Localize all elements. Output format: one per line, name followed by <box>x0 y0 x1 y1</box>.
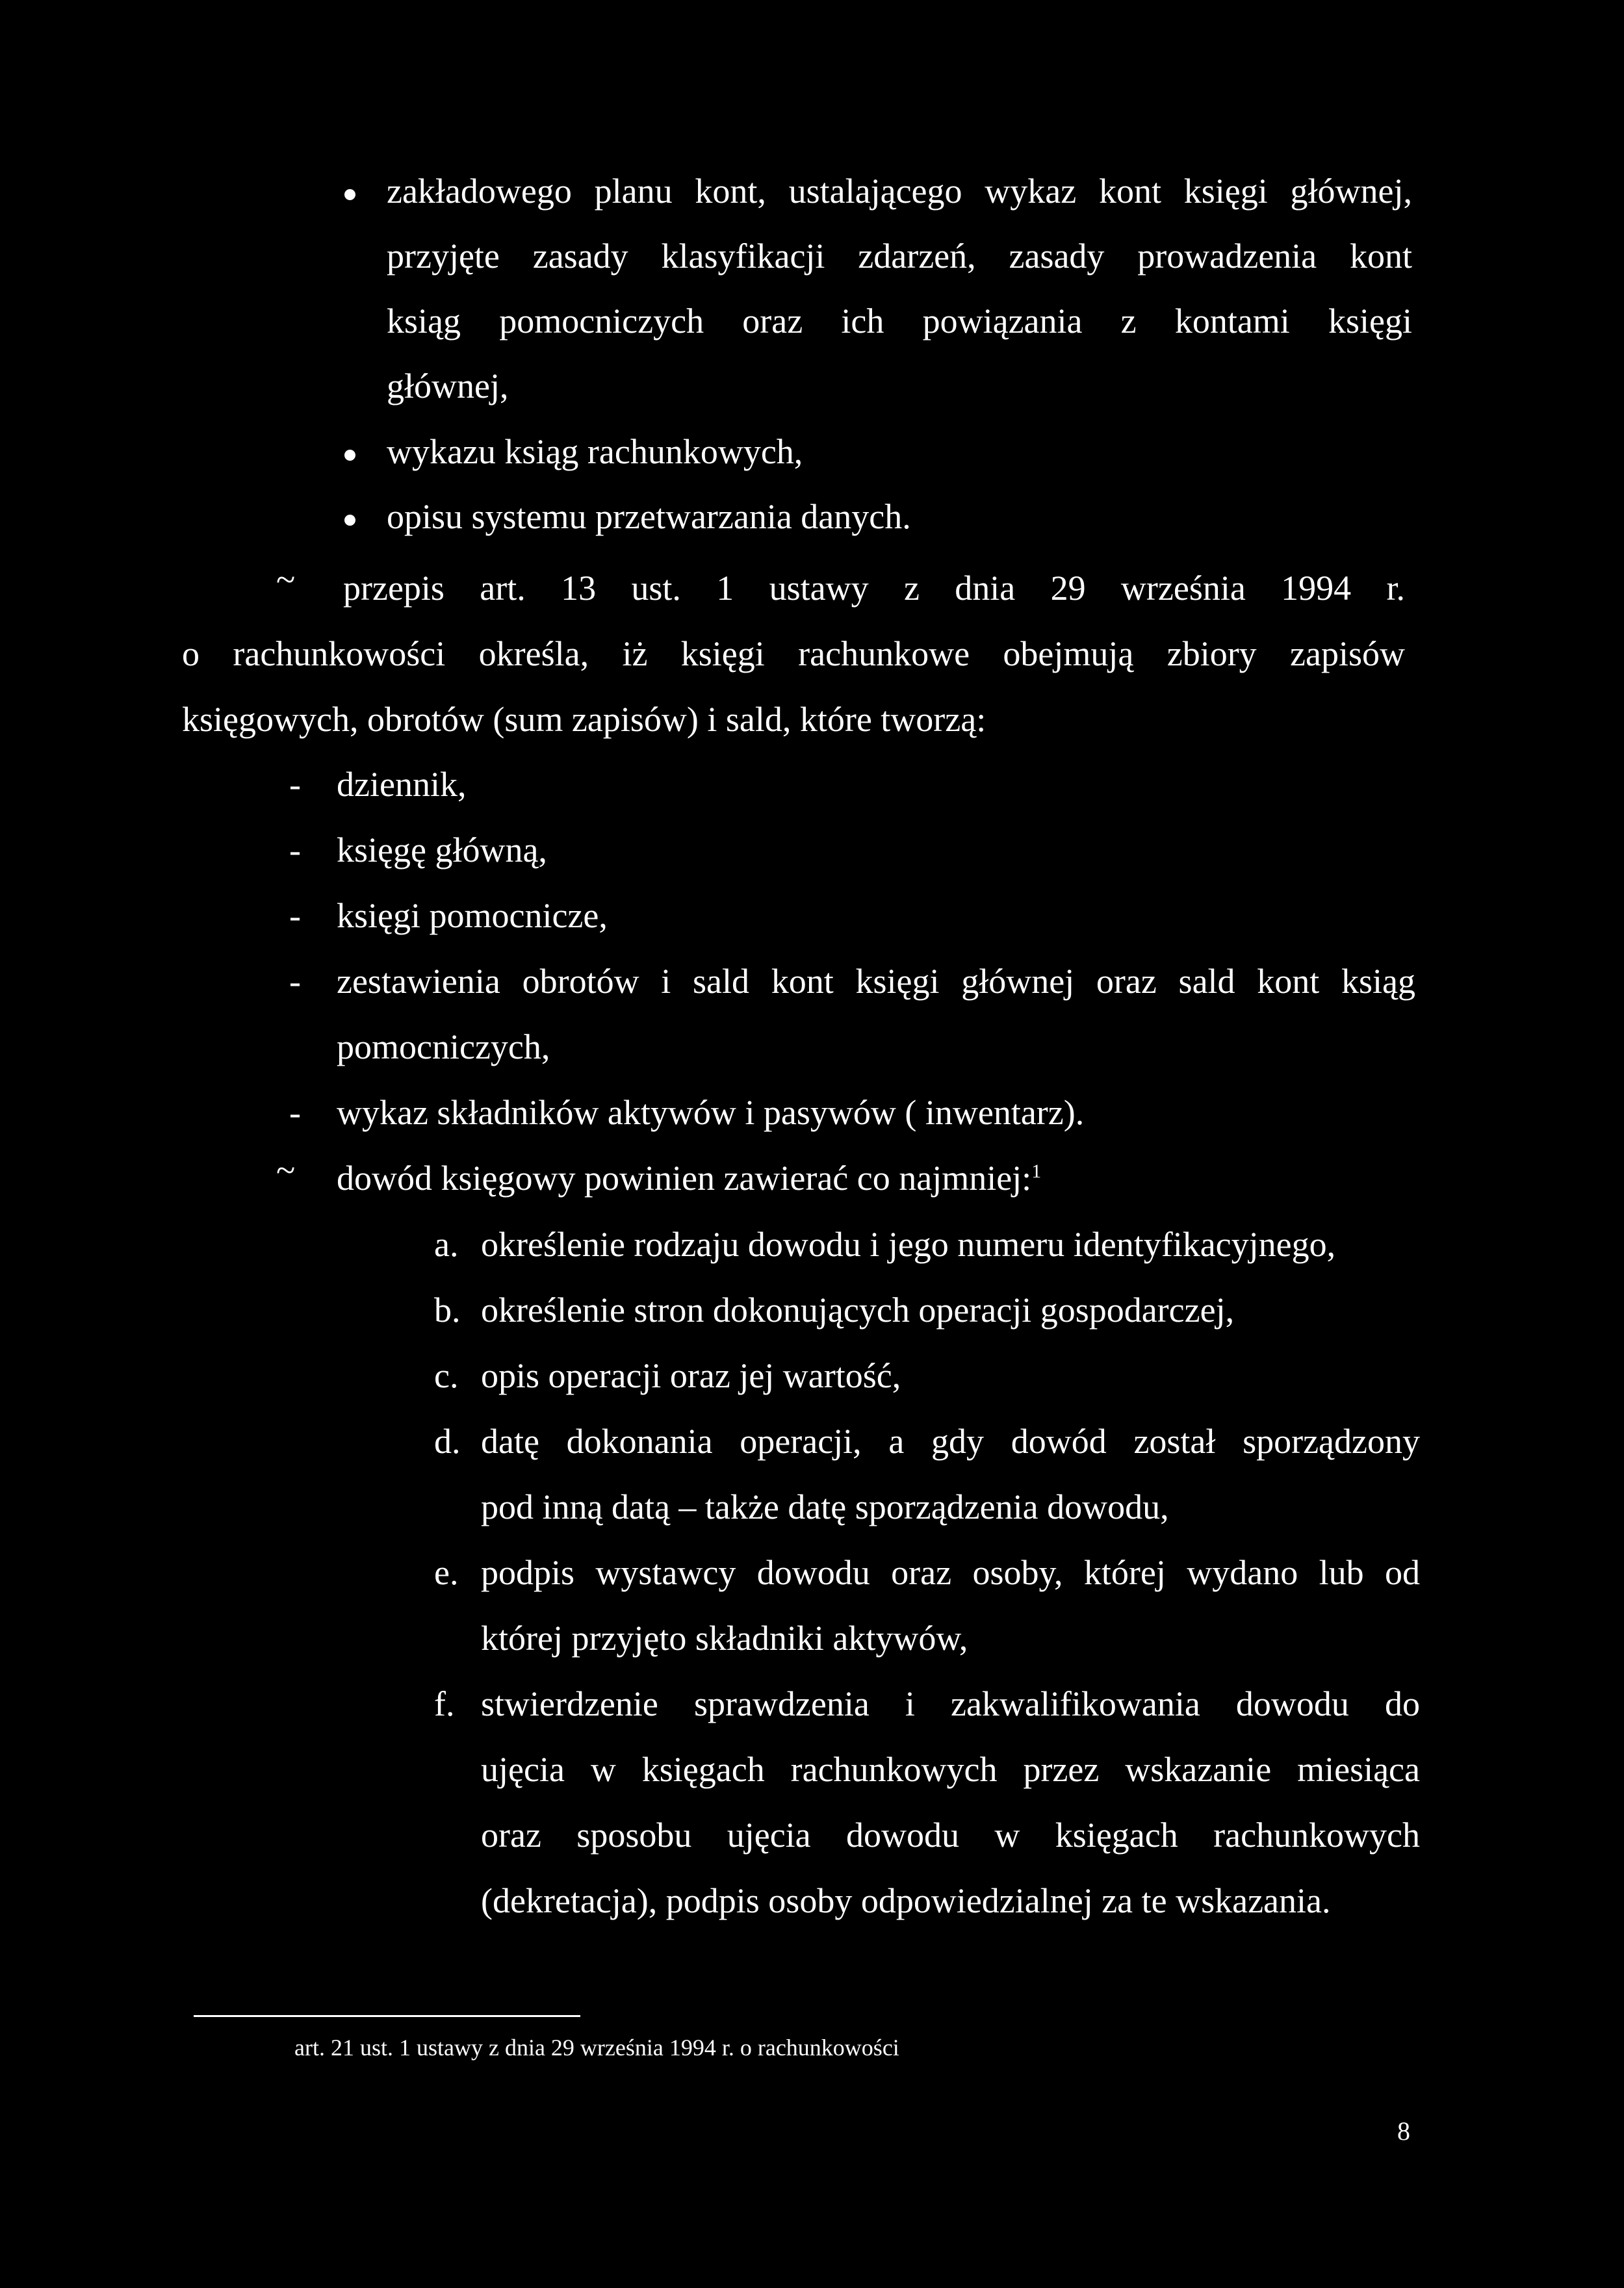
item-d-line-2: pod inną datą – także datę sporządzenia dowodu, <box>481 1487 1169 1526</box>
bullet-1-line-3: ksiąg pomocniczych oraz ich powiązania z kontami księgi <box>387 302 1412 341</box>
dash-item-2: księgę główną, <box>337 830 547 869</box>
item-a-line-1: określenie rodzaju dowodu i jego numeru identyfikacyjnego, <box>481 1225 1336 1264</box>
item-f-line-4: (dekretacja), podpis osoby odpowiedzialnej za te wskazania. <box>481 1881 1331 1920</box>
dash-marker: - <box>289 765 301 804</box>
item-c-line-1: opis operacji oraz jej wartość, <box>481 1356 901 1395</box>
bullet-1-line-2: przyjęte zasady klasyfikacji zdarzeń, zasady prowadzenia kont <box>387 237 1412 276</box>
page-number: 8 <box>1397 2116 1410 2146</box>
item-label-a: a. <box>434 1225 459 1264</box>
dash-item-1: dziennik, <box>337 765 467 804</box>
para1-line-3: księgowych, obrotów (sum zapisów) i sald, które tworzą: <box>182 700 986 739</box>
bullet-2-line-1: wykazu ksiąg rachunkowych, <box>387 432 803 471</box>
tilde-marker: ~ <box>276 1151 296 1190</box>
bullet-marker <box>344 189 355 200</box>
dash-marker: - <box>289 1093 301 1132</box>
item-label-d: d. <box>434 1422 461 1461</box>
para2-line <box>337 1161 1041 1196</box>
para1-line-1: przepis art. 13 ust. 1 ustawy z dnia 29 września 1994 r. <box>343 569 1405 608</box>
dash-marker: - <box>289 896 301 935</box>
dash-item-3: księgi pomocnicze, <box>337 896 608 935</box>
item-label-c: c. <box>434 1356 459 1395</box>
para2-text: dowód księgowy powinien zawierać co najmniej: <box>337 1159 1032 1198</box>
bullet-3-line-1: opisu systemu przetwarzania danych. <box>387 497 911 536</box>
item-label-f: f. <box>434 1684 455 1723</box>
item-label-e: e. <box>434 1553 459 1592</box>
dash-item-5: wykaz składników aktywów i pasywów ( inwentarz). <box>337 1093 1085 1132</box>
dash-item-4-line-2: pomocniczych, <box>337 1027 550 1066</box>
footnote-rule <box>194 2015 580 2017</box>
bullet-1-line-1: zakładowego planu kont, ustalającego wykaz kont księgi głównej, <box>387 172 1412 211</box>
bullet-marker <box>344 450 355 461</box>
footnote-ref: 1 <box>1031 1161 1042 1182</box>
dash-item-4-line-1: zestawienia obrotów i sald kont księgi głównej oraz sald kont ksiąg <box>337 962 1415 1001</box>
footnote-text: art. 21 ust. 1 ustawy z dnia 29 września 1994 r. o rachunkowości <box>294 2035 899 2061</box>
dash-marker: - <box>289 830 301 869</box>
item-d-line-1: datę dokonania operacji, a gdy dowód został sporządzony <box>481 1422 1420 1461</box>
dash-marker: - <box>289 962 301 1001</box>
bullet-1-line-4: głównej, <box>387 366 509 405</box>
bullet-marker <box>344 515 355 526</box>
item-f-line-2: ujęcia w księgach rachunkowych przez wskazanie miesiąca <box>481 1750 1420 1789</box>
item-b-line-1: określenie stron dokonujących operacji gospodarczej, <box>481 1291 1235 1330</box>
item-f-line-1: stwierdzenie sprawdzenia i zakwalifikowania dowodu do <box>481 1684 1420 1723</box>
item-e-line-2: której przyjęto składniki aktywów, <box>481 1619 968 1658</box>
item-f-line-3: oraz sposobu ujęcia dowodu w księgach rachunkowych <box>481 1816 1420 1855</box>
item-label-b: b. <box>434 1291 461 1330</box>
para1-line-2: o rachunkowości określa, iż księgi rachunkowe obejmują zbiory zapisów <box>182 634 1405 673</box>
tilde-marker: ~ <box>276 560 296 599</box>
item-e-line-1: podpis wystawcy dowodu oraz osoby, której wydano lub od <box>481 1553 1420 1592</box>
